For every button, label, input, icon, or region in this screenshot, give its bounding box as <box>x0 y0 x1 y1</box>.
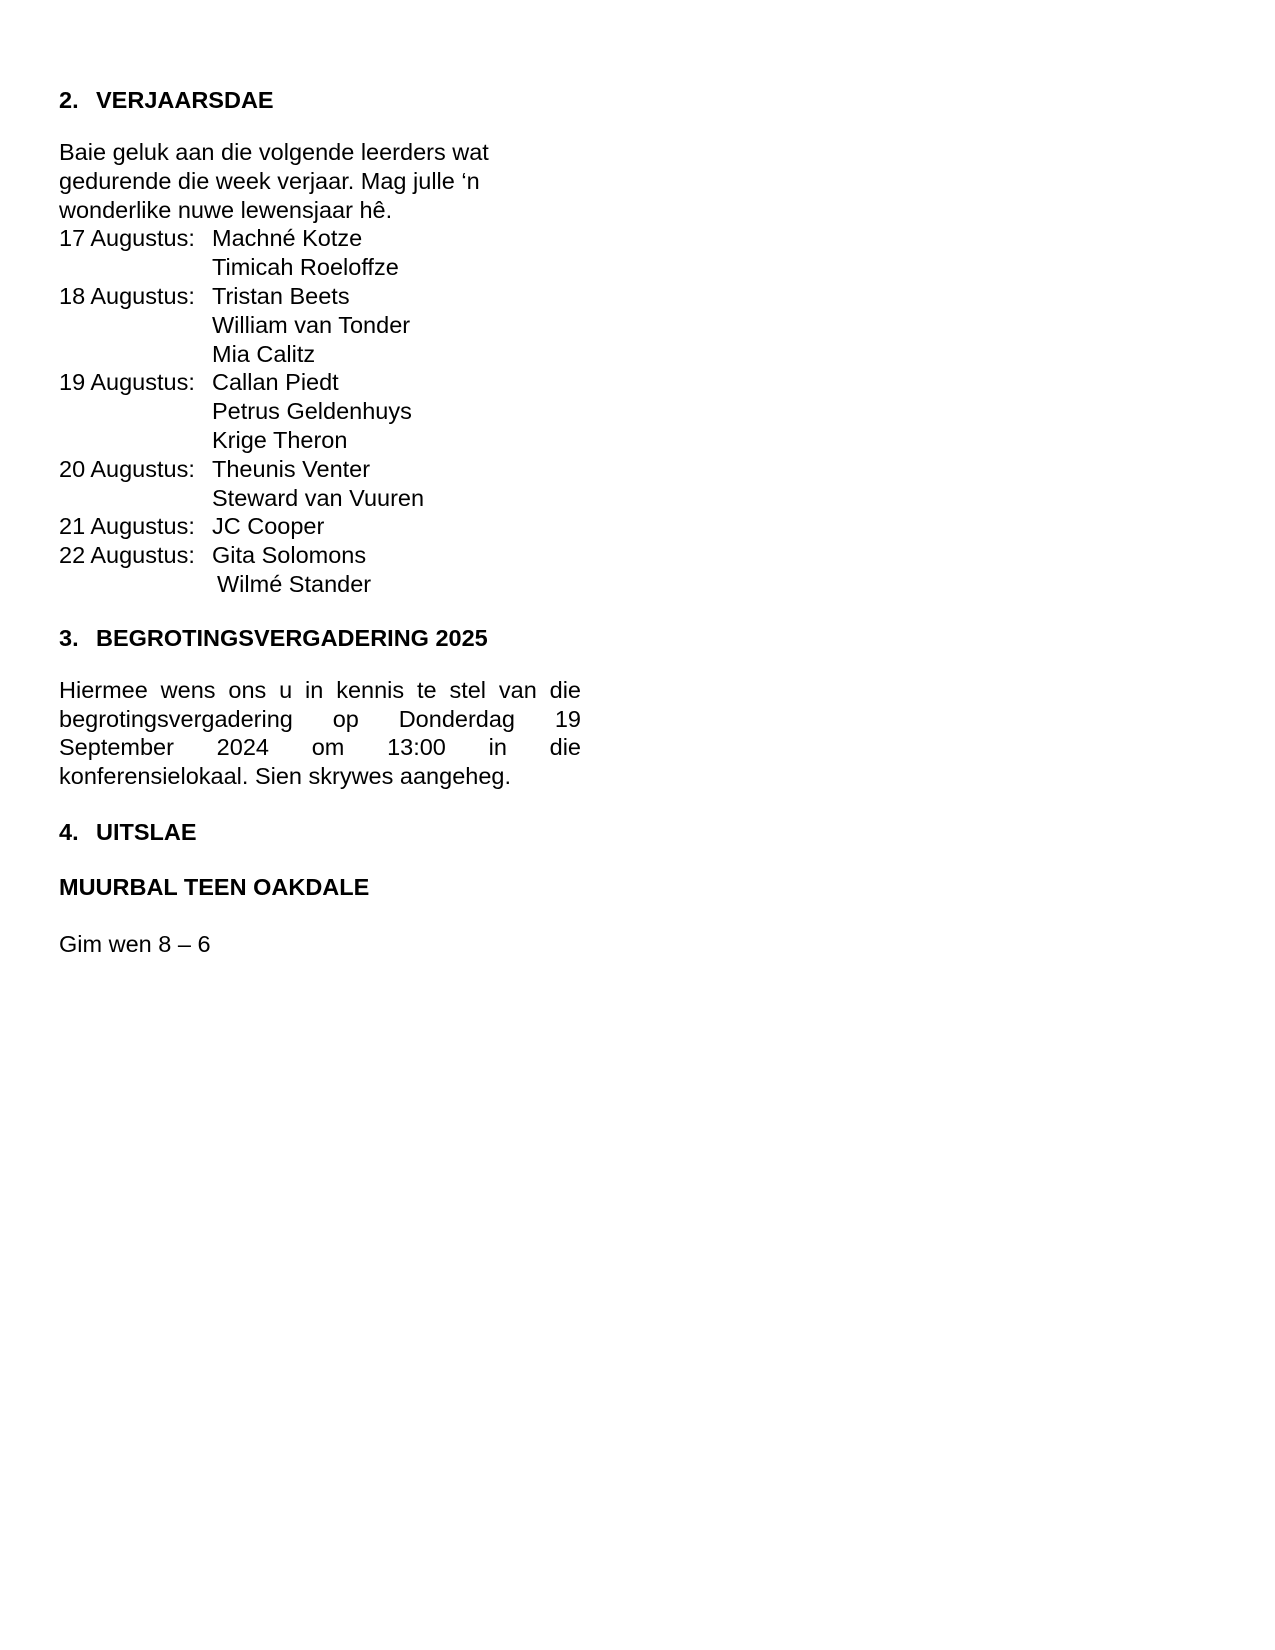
birthday-entry <box>59 455 581 513</box>
birthday-entry <box>59 541 581 599</box>
document-column <box>59 84 581 959</box>
intro-line: wonderlike nuwe lewensjaar hê. <box>59 196 393 223</box>
birthday-names <box>212 541 371 599</box>
birthday-entry <box>59 512 581 541</box>
section-number: 3. <box>59 624 79 651</box>
birthday-date: 21 Augustus: <box>59 513 195 540</box>
birthday-name: Krige Theron <box>212 426 348 453</box>
budget-body: Hiermee wens ons u in kennis te stel van die begrotingsvergadering op Donderdag 19 September 2024 om 13:00 in die konferensielokaal. Sien skrywes aangeheg. <box>59 676 581 790</box>
birthday-date: 19 Augustus: <box>59 369 195 396</box>
birthday-names <box>212 368 412 454</box>
birthday-entry <box>59 224 581 282</box>
birthday-name: Theunis Venter <box>212 455 371 482</box>
section-title: VERJAARSDAE <box>96 87 274 113</box>
birthday-entry <box>59 282 581 368</box>
birthday-name: Timicah Roeloffze <box>212 254 399 281</box>
birthday-date: 17 Augustus: <box>59 225 195 252</box>
birthday-name: Machné Kotze <box>212 225 363 252</box>
birthday-names <box>212 512 324 541</box>
birthday-name: Callan Piedt <box>212 369 339 396</box>
birthday-name: Steward van Vuuren <box>212 484 425 511</box>
section-number: 2. <box>59 87 79 113</box>
section-title: UITSLAE <box>96 818 197 845</box>
birthday-name: Petrus Geldenhuys <box>212 398 412 425</box>
birthday-name: Tristan Beets <box>212 282 350 309</box>
intro-line: Baie geluk aan die volgende leerders wat <box>59 139 489 165</box>
birthday-names <box>212 224 399 282</box>
birthday-name: Wilmé Stander <box>217 570 372 597</box>
section-title: BEGROTINGSVERGADERING 2025 <box>96 624 488 651</box>
results-subheading: MUURBAL TEEN OAKDALE <box>59 873 370 900</box>
results-score: Gim wen 8 – 6 <box>59 930 211 957</box>
birthday-intro <box>59 138 581 224</box>
birthday-name: JC Cooper <box>212 513 325 540</box>
birthday-date: 22 Augustus: <box>59 542 195 569</box>
birthday-names <box>212 282 410 368</box>
section-heading-birthdays <box>59 84 581 116</box>
birthday-name: Gita Solomons <box>212 542 367 569</box>
birthday-name: William van Tonder <box>212 311 411 338</box>
intro-line: gedurende die week verjaar. Mag julle ‘n <box>59 167 480 194</box>
section-heading-budget <box>59 622 581 654</box>
section-number: 4. <box>59 818 79 845</box>
birthday-name: Mia Calitz <box>212 340 316 367</box>
birthday-names <box>212 455 424 513</box>
birthday-list <box>59 224 581 598</box>
birthday-date: 18 Augustus: <box>59 282 195 309</box>
birthday-date: 20 Augustus: <box>59 455 195 482</box>
birthday-entry <box>59 368 581 454</box>
section-heading-results <box>59 816 581 848</box>
